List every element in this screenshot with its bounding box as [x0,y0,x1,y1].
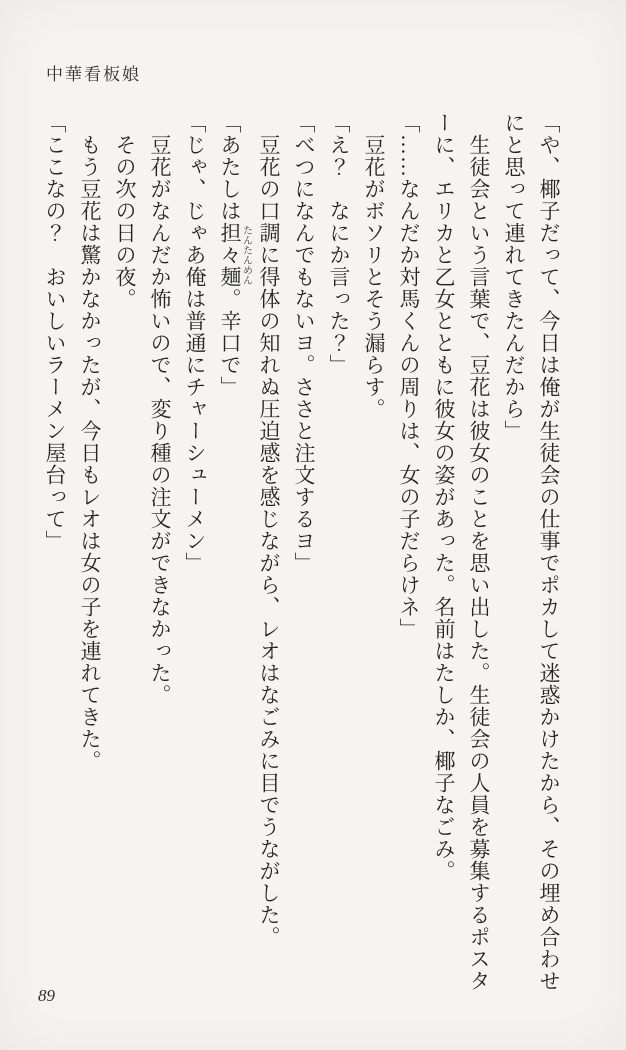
page-body-text [37,112,566,1034]
text-line: 「じゃ、じゃあ俺は普通にチャーシューメン」 [183,112,207,574]
ruby-annotation [218,222,252,288]
text-line: 豆花がボソリとそう漏らす。 [362,112,386,420]
text-segment: 。辛口で」 [218,288,242,398]
text-line-with-ruby [212,112,251,1034]
text-line: 生徒会という言葉で、豆花は彼女のことを思い出した。生徒会の人員を募集するポスタ [467,112,491,992]
text-line: もう豆花は驚かなかったが、今日もレオは女の子を連れてきた。 [78,112,102,772]
running-title: 中華看板娘 [46,65,141,84]
text-line: にと思って連れてきたんだから」 [502,112,526,442]
text-line: その次の日の夜。 [113,112,137,310]
text-line: 「……なんだか対馬くんの周りは、女の子だらけネ」 [397,112,421,640]
text-line: 豆花の口調に得体の知れぬ圧迫感を感じながら、レオはなごみに目でうながした。 [257,112,281,948]
text-line: ーに、エリカと乙女とともに彼女の姿があった。名前はたしか、椰子なごみ。 [432,112,456,882]
ruby-text: たんたんめん [240,222,252,288]
text-line: 「べつになんでもないヨ。ささと注文するヨ」 [292,112,316,574]
ruby-base: 担々麺 [218,222,242,288]
text-line: 「や、椰子だって、今日は俺が生徒会の仕事でポカして迷惑かけたから、その埋め合わせ [537,112,561,992]
text-line: 「ここなの？ おいしいラーメン屋台って」 [43,112,67,552]
page-number: 89 [38,986,55,1005]
text-line: 豆花がなんだか怖いので、変り種の注文ができなかった。 [148,112,172,706]
text-segment: 「あたしは [218,112,242,222]
text-line: 「え？ なにか言った？」 [327,112,351,376]
